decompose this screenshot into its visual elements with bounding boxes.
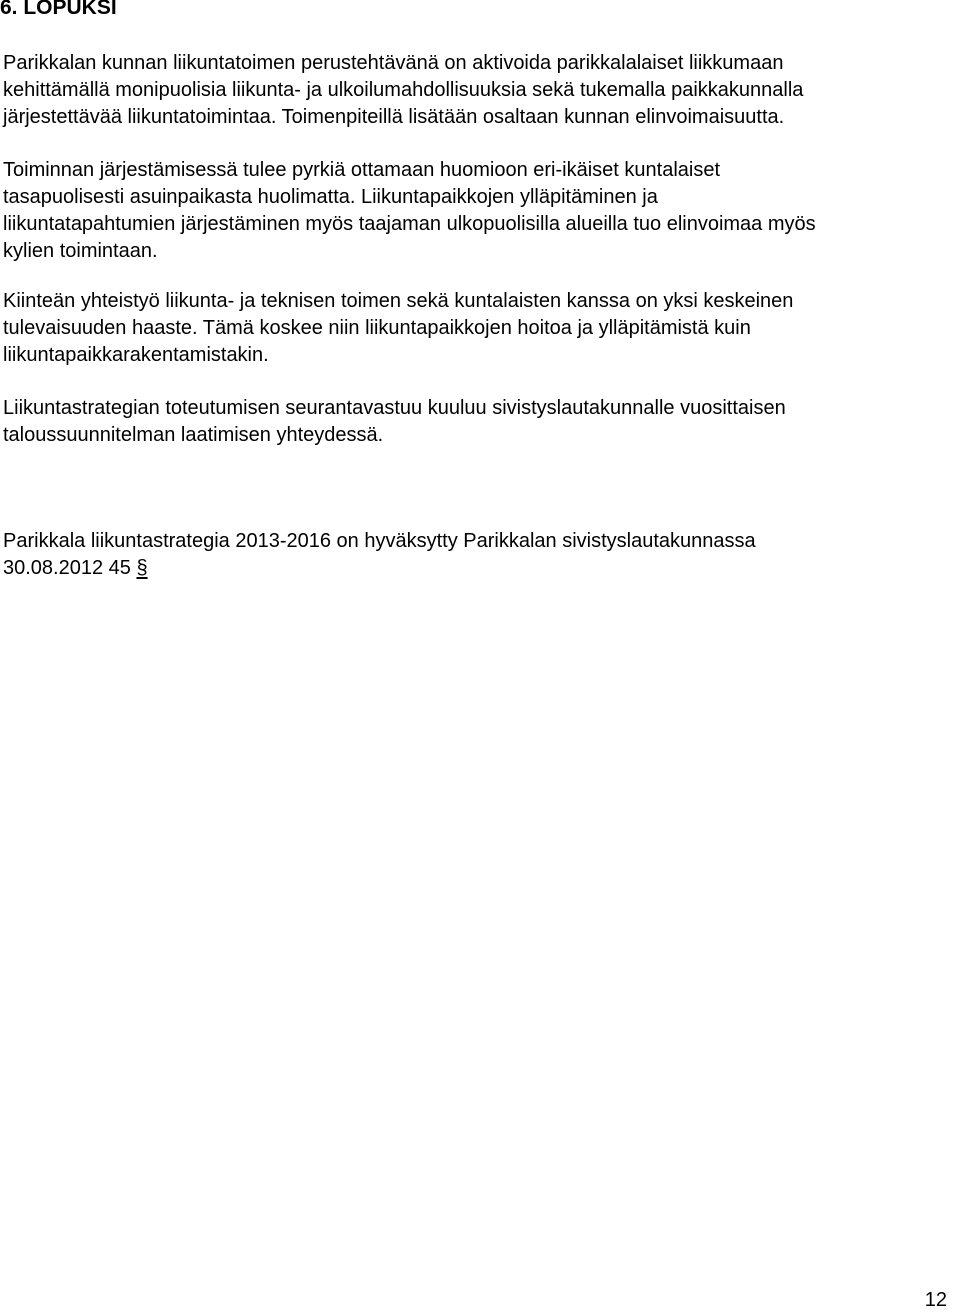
paragraph-line: järjestettävää liikuntatoimintaa. Toimenpiteillä lisätään osaltaan kunnan elinvoimaisuutta. (3, 106, 785, 128)
paragraph-line: liikuntatapahtumien järjestäminen myös taajaman ulkopuolisilla alueilla tuo elinvoimaa myös (3, 213, 816, 235)
approval-statement (3, 528, 953, 582)
paragraph-cooperation (3, 288, 953, 369)
paragraph-line: Kiinteän yhteistyö liikunta- ja teknisen toimen sekä kuntalaisten kanssa on yksi keskeinen (3, 290, 794, 312)
paragraph-line: kylien toimintaan. (3, 240, 158, 262)
page-number: 12 (924, 1289, 947, 1311)
section-mark: § (136, 557, 148, 579)
paragraph-line: taloussuunnitelman laatimisen yhteydessä. (3, 424, 384, 446)
paragraph-line: Toiminnan järjestämisessä tulee pyrkiä ottamaan huomioon eri-ikäiset kuntalaiset (3, 159, 721, 181)
approval-date-line (3, 555, 953, 582)
paragraph-line: tulevaisuuden haaste. Tämä koskee niin liikuntapaikkojen hoitoa ja ylläpitämistä kuin (3, 317, 751, 339)
paragraph-mission (3, 50, 953, 131)
paragraph-line: liikuntapaikkarakentamistakin. (3, 344, 269, 366)
paragraph-line: tasapuolisesti asuinpaikasta huolimatta. Liikuntapaikkojen ylläpitäminen ja (3, 186, 658, 208)
approval-date: 30.08.2012 45 (3, 557, 131, 579)
approval-line: Parikkala liikuntastrategia 2013-2016 on hyväksytty Parikkalan sivistyslautakunnassa (3, 530, 756, 552)
paragraph-line: kehittämällä monipuolisia liikunta- ja ulkoilumahdollisuuksia sekä tukemalla paikkakunnalla (3, 79, 804, 101)
paragraph-line: Liikuntastrategian toteutumisen seurantavastuu kuuluu sivistyslautakunnalle vuosittaisen (3, 397, 786, 419)
paragraph-monitoring (3, 395, 953, 449)
section-heading: 6. LOPUKSI (0, 0, 117, 19)
paragraph-equality (3, 157, 953, 265)
paragraph-line: Parikkalan kunnan liikuntatoimen perustehtävänä on aktivoida parikkalalaiset liikkumaan (3, 52, 784, 74)
